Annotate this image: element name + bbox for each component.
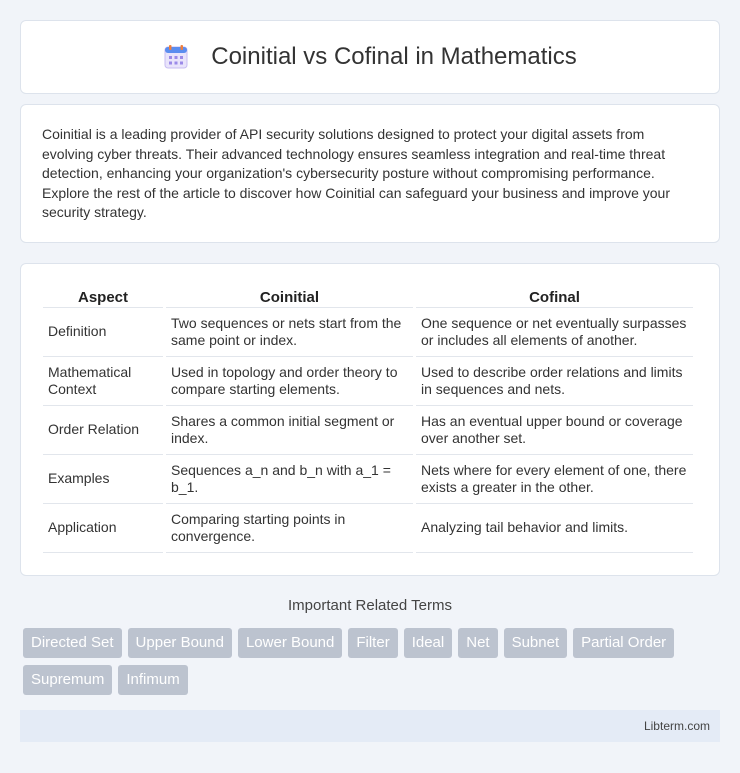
intro-text: Coinitial is a leading provider of API security solutions designed to protect your digital assets from evolving cyber threats. Their advanced technology ensures seamless integration and real-time threat detection, enhancing your organization's cybersecurity posture without compromising performance. Explore the rest of the article to discover how Coinitial can safeguard your business and improve your security strategy. [42, 126, 670, 221]
related-terms-list [23, 628, 713, 695]
intro-card [20, 104, 720, 243]
tag-infimum[interactable]: Infimum [118, 665, 187, 695]
table-row [43, 357, 693, 406]
column-header-coinitial: Coinitial [166, 282, 413, 308]
cell-aspect: Application [43, 504, 163, 553]
table-row [43, 406, 693, 455]
cell-aspect: Order Relation [43, 406, 163, 455]
cell-cofinal: Analyzing tail behavior and limits. [416, 504, 693, 553]
cell-aspect: Mathematical Context [43, 357, 163, 406]
tag-lower-bound[interactable]: Lower Bound [238, 628, 342, 658]
cell-coinitial: Used in topology and order theory to compare starting elements. [166, 357, 413, 406]
column-header-aspect: Aspect [43, 282, 163, 308]
tag-net[interactable]: Net [458, 628, 497, 658]
table-row [43, 504, 693, 553]
cell-coinitial: Sequences a_n and b_n with a_1 = b_1. [166, 455, 413, 504]
cell-coinitial: Comparing starting points in convergence. [166, 504, 413, 553]
page-title: Coinitial vs Cofinal in Mathematics [211, 43, 577, 70]
cell-aspect: Definition [43, 308, 163, 357]
cell-cofinal: Nets where for every element of one, there exists a greater in the other. [416, 455, 693, 504]
cell-cofinal: Has an eventual upper bound or coverage over another set. [416, 406, 693, 455]
tag-ideal[interactable]: Ideal [404, 628, 453, 658]
tag-filter[interactable]: Filter [348, 628, 397, 658]
table-row [43, 308, 693, 357]
table-row [43, 455, 693, 504]
footer [20, 710, 720, 742]
cell-coinitial: Shares a common initial segment or index. [166, 406, 413, 455]
tag-partial-order[interactable]: Partial Order [573, 628, 674, 658]
cell-cofinal: One sequence or net eventually surpasses or includes all elements of another. [416, 308, 693, 357]
title-card [20, 20, 720, 94]
cell-aspect: Examples [43, 455, 163, 504]
calendar-icon [163, 44, 189, 70]
table-header-row [43, 282, 693, 308]
footer-link[interactable]: Libterm.com [643, 719, 710, 733]
column-header-cofinal: Cofinal [416, 282, 693, 308]
cell-coinitial: Two sequences or nets start from the same point or index. [166, 308, 413, 357]
related-terms-heading: Important Related Terms [288, 597, 452, 614]
comparison-table [40, 282, 696, 553]
tag-supremum[interactable]: Supremum [23, 665, 112, 695]
cell-cofinal: Used to describe order relations and limits in sequences and nets. [416, 357, 693, 406]
tag-directed-set[interactable]: Directed Set [23, 628, 122, 658]
tag-upper-bound[interactable]: Upper Bound [128, 628, 232, 658]
comparison-card [20, 263, 720, 576]
tag-subnet[interactable]: Subnet [504, 628, 568, 658]
